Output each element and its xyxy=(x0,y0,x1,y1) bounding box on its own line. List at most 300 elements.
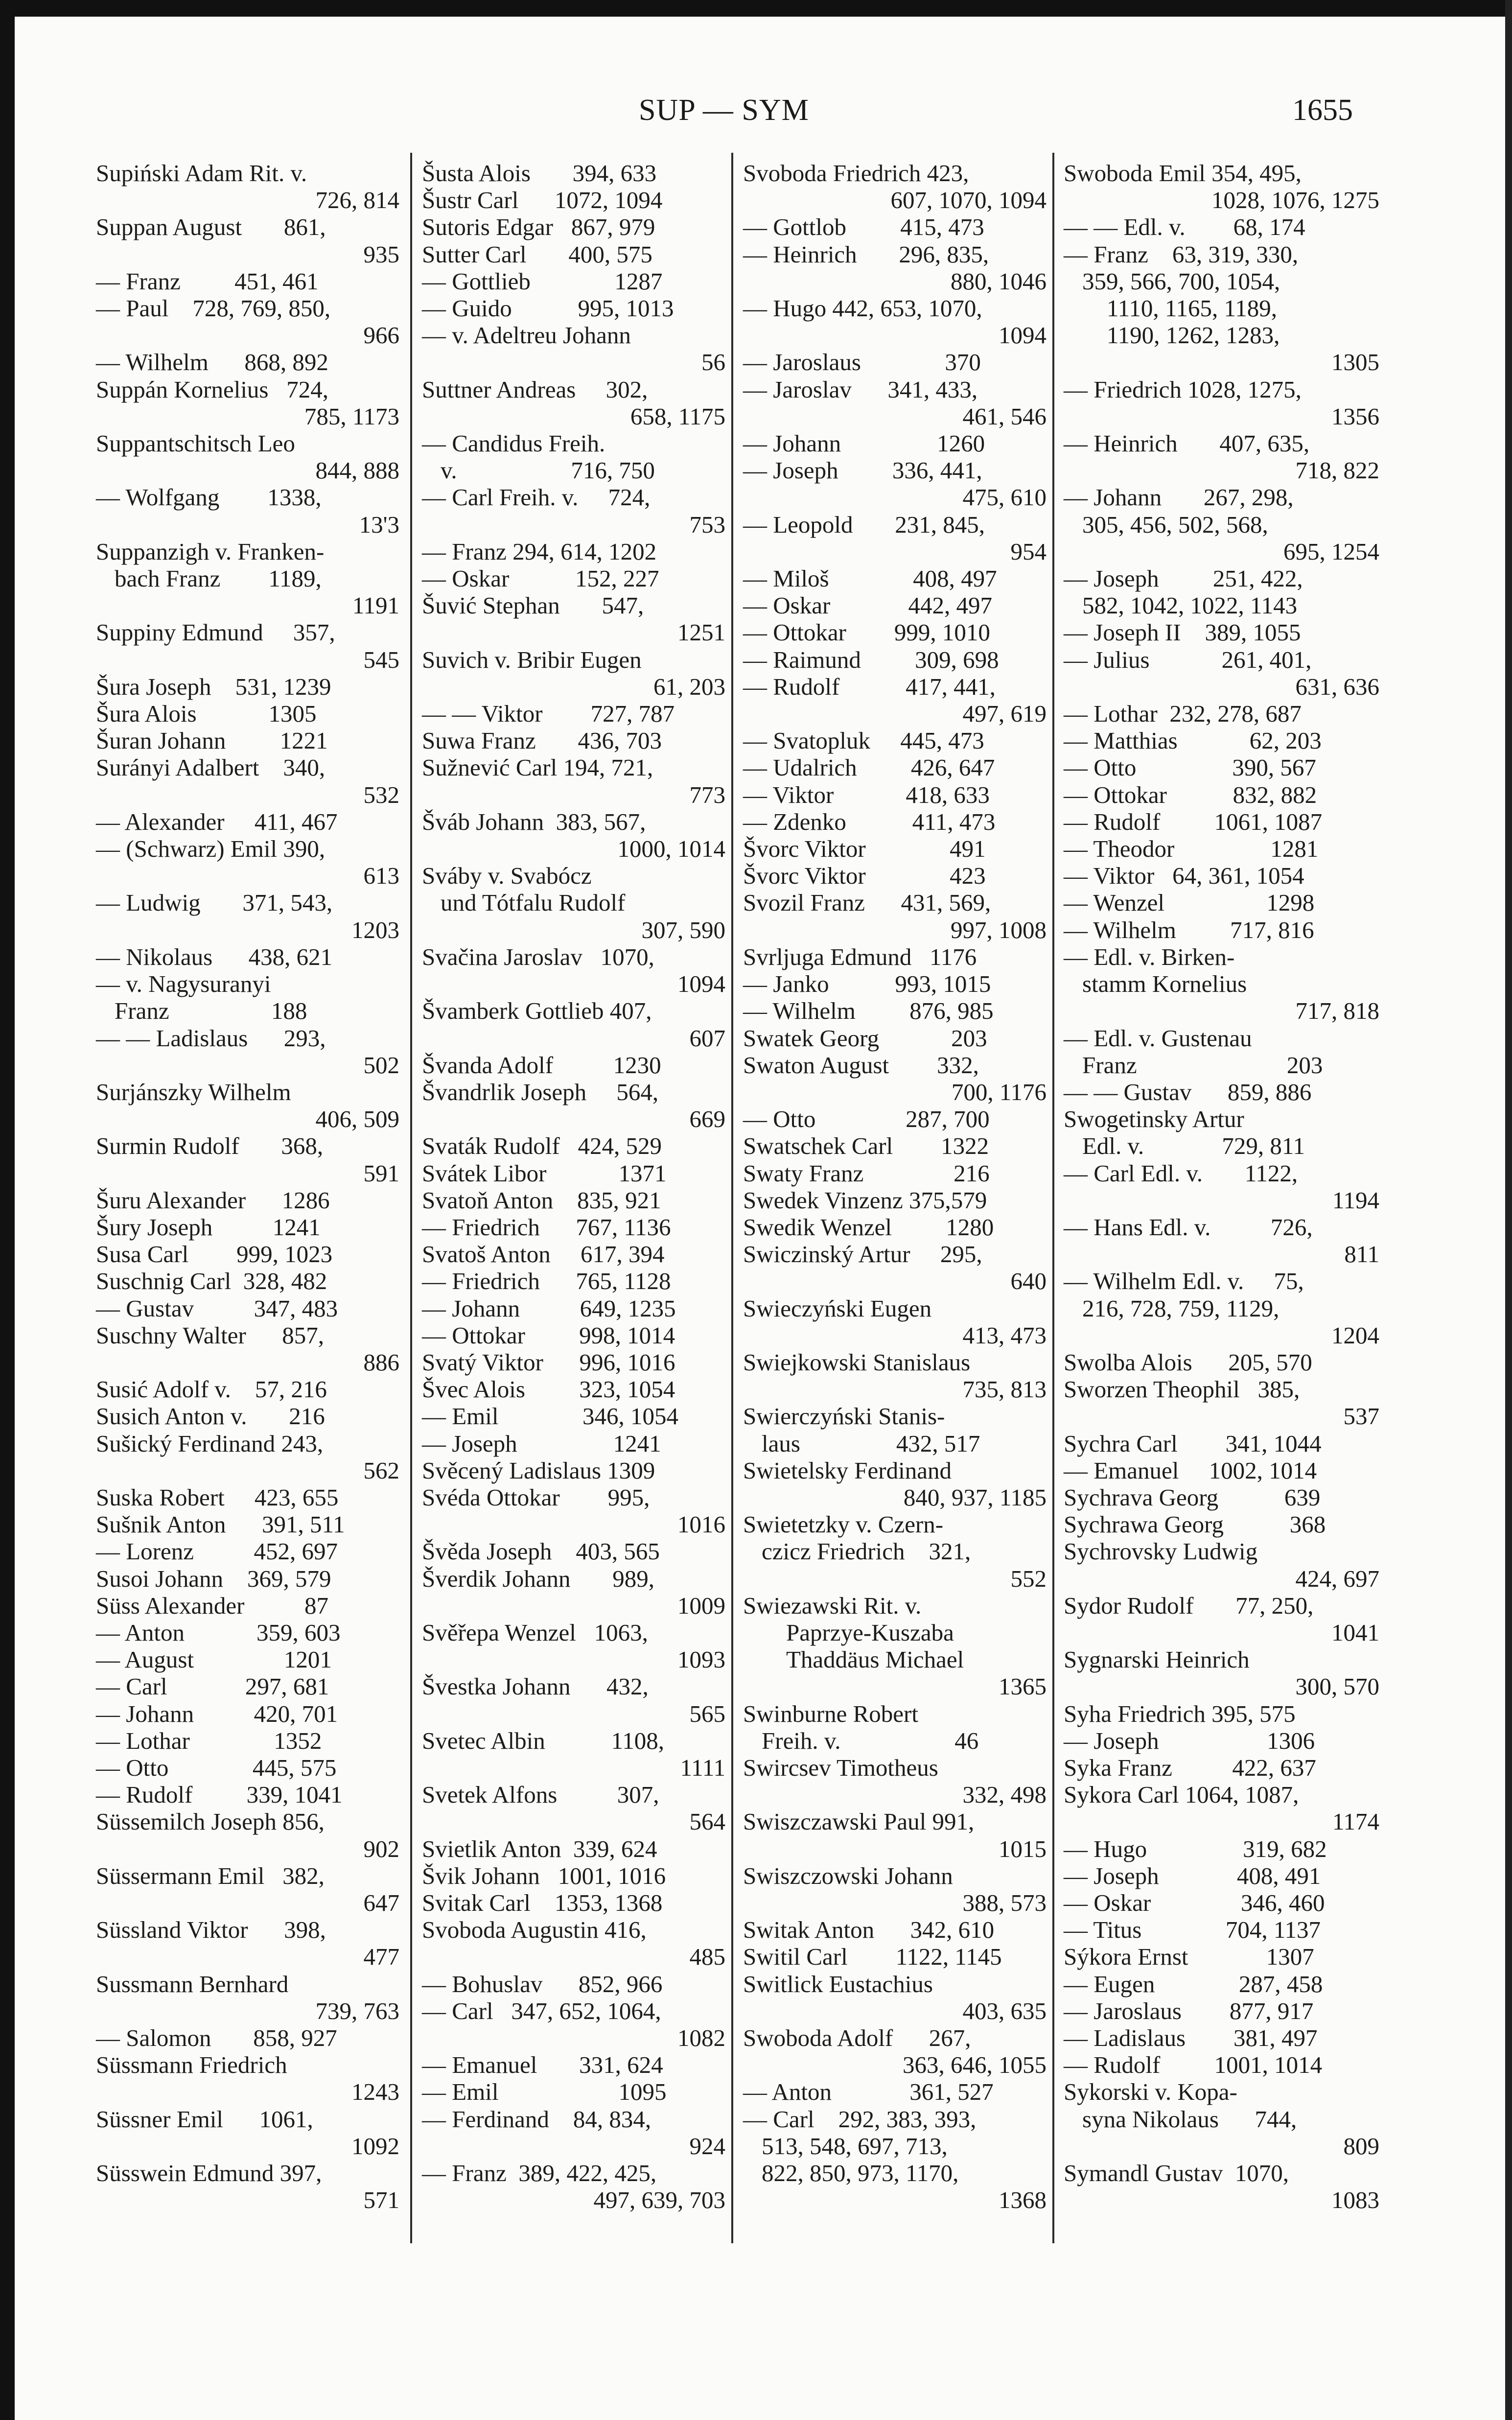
entry-heading-line: — Rudolf 1061, 1087 xyxy=(1064,808,1323,835)
entry-continuation-line: 700, 1176 xyxy=(951,1078,1047,1105)
index-entry xyxy=(743,565,1047,592)
index-entry xyxy=(422,1268,725,1294)
index-entry xyxy=(422,268,725,295)
entry-heading-line: Sušnik Anton 391, 511 xyxy=(96,1511,345,1538)
index-entry xyxy=(96,1322,399,1376)
index-entry xyxy=(422,322,725,376)
index-entry xyxy=(1064,1457,1379,1484)
entry-heading-line: Suschny Walter 857, xyxy=(96,1321,325,1349)
entry-heading-line: Symandl Gustav 1070, xyxy=(1064,2160,1289,2187)
entry-heading-line: Suska Robert 423, 655 xyxy=(96,1483,339,1511)
index-entry xyxy=(96,835,399,889)
index-entry xyxy=(743,2024,1047,2078)
entry-continuation-line: 1041 xyxy=(1331,1619,1379,1646)
entry-heading-line: — Udalrich 426, 647 xyxy=(743,754,995,781)
entry-continuation-line: 1251 xyxy=(677,619,725,646)
entry-heading-line: Svatoň Anton 835, 921 xyxy=(422,1186,661,1214)
index-entry xyxy=(1064,565,1379,619)
entry-heading-line: Swircsev Timotheus xyxy=(743,1754,938,1781)
entry-continuation-line: 1083 xyxy=(1331,2186,1379,2214)
index-entry xyxy=(743,1214,1047,1241)
entry-heading-line: Surányi Adalbert 340, xyxy=(96,754,326,781)
entry-continuation-line: 1243 xyxy=(351,2078,399,2106)
entry-heading-line: Šverdik Johann 989, xyxy=(422,1565,654,1592)
entry-continuation-line: 1365 xyxy=(999,1673,1047,1700)
index-entry xyxy=(1064,1430,1379,1457)
entry-heading-line: — Wilhelm 717, 816 xyxy=(1064,916,1314,943)
entry-heading-line: — Gottlieb 1287 xyxy=(422,267,663,295)
index-entry xyxy=(422,1430,725,1457)
entry-heading-line: Syka Franz 422, 637 xyxy=(1064,1754,1316,1781)
entry-continuation-line: 552 xyxy=(1010,1565,1047,1592)
entry-heading-line: Surmin Rudolf 368, xyxy=(96,1132,324,1160)
entry-heading-line: — — Edl. v. 68, 174 xyxy=(1064,213,1305,241)
entry-heading-line: Svitak Carl 1353, 1368 xyxy=(422,1889,663,1916)
index-entry xyxy=(1064,1997,1379,2024)
index-entry xyxy=(422,727,725,754)
entry-continuation-line: 844, 888 xyxy=(315,457,399,484)
index-entry xyxy=(1064,1538,1379,1592)
index-entry xyxy=(743,1916,1047,1943)
entry-heading-line: Swedik Wenzel 1280 xyxy=(743,1213,994,1241)
entry-heading-line: — Wilhelm 868, 892 xyxy=(96,349,328,376)
entry-continuation-line: 565 xyxy=(689,1700,725,1727)
index-entry xyxy=(422,160,725,187)
entry-heading-line: Süssland Viktor 398, xyxy=(96,1916,326,1944)
entry-heading-line: — Hans Edl. v. 726, xyxy=(1064,1213,1313,1241)
entry-heading-line: Švamberk Gottlieb 407, xyxy=(422,997,652,1025)
index-entry xyxy=(96,1376,399,1403)
entry-heading-line: — Eugen 287, 458 xyxy=(1064,1970,1323,1997)
entry-heading-line: Švorc Viktor 491 xyxy=(743,835,986,863)
entry-continuation-line: 966 xyxy=(363,322,399,349)
entry-continuation-line: 406, 509 xyxy=(315,1105,399,1133)
entry-heading-line: — Emanuel 1002, 1014 xyxy=(1064,1457,1317,1484)
entry-continuation-line: 1016 xyxy=(677,1511,725,1538)
entry-heading-line: — Friedrich 767, 1136 xyxy=(422,1213,671,1241)
index-entry xyxy=(96,1754,399,1781)
index-entry xyxy=(743,592,1047,619)
index-entry xyxy=(422,484,725,538)
index-entry xyxy=(743,1754,1047,1808)
entry-heading-line: Sychrovsky Ludwig xyxy=(1064,1538,1258,1565)
entry-heading-line: Süssmann Friedrich xyxy=(96,2051,287,2079)
entry-heading-line: — Jaroslaus 877, 917 xyxy=(1064,1997,1314,2024)
index-entry xyxy=(96,430,399,484)
index-entry xyxy=(422,1538,725,1565)
index-entry xyxy=(422,1322,725,1349)
index-entry xyxy=(422,943,725,997)
entry-heading-line: Svéda Ottokar 995, xyxy=(422,1483,650,1511)
index-entry xyxy=(1064,241,1379,376)
entry-continuation-line: 216, 728, 759, 1129, xyxy=(1082,1294,1279,1322)
index-entry xyxy=(1064,2160,1379,2213)
index-entry xyxy=(743,1132,1047,1159)
entry-continuation-line: 537 xyxy=(1343,1403,1379,1430)
entry-heading-line: — Emil 346, 1054 xyxy=(422,1403,679,1430)
entry-heading-line: — Lothar 232, 278, 687 xyxy=(1064,700,1302,728)
entry-continuation-line: Thaddäus Michael xyxy=(786,1646,964,1673)
entry-heading-line: — Hugo 442, 653, 1070, xyxy=(743,295,982,322)
index-entry xyxy=(743,835,1047,862)
index-entry xyxy=(422,1457,725,1484)
index-entry xyxy=(422,430,725,484)
entry-heading-line: Surjánszky Wilhelm xyxy=(96,1078,291,1105)
index-entry xyxy=(1064,889,1379,916)
index-entry xyxy=(743,430,1047,457)
index-entry xyxy=(96,349,399,376)
entry-heading-line: Šuran Johann 1221 xyxy=(96,727,328,754)
entry-heading-line: — Ludwig 371, 543, xyxy=(96,889,333,916)
index-entry xyxy=(1064,1727,1379,1754)
index-entry xyxy=(1064,619,1379,646)
index-entry xyxy=(1064,754,1379,781)
entry-continuation-line: 811 xyxy=(1344,1241,1379,1268)
index-entry xyxy=(743,808,1047,835)
entry-heading-line: Sworzen Theophil 385, xyxy=(1064,1376,1300,1403)
entry-heading-line: — Edl. v. Birken- xyxy=(1064,943,1235,970)
index-entry xyxy=(422,1619,725,1673)
index-entry xyxy=(96,943,399,970)
index-entry xyxy=(743,1943,1047,1970)
entry-continuation-line: 56 xyxy=(701,349,725,376)
index-entry xyxy=(96,1565,399,1592)
index-entry xyxy=(1064,1214,1379,1268)
entry-continuation-line: 591 xyxy=(363,1159,399,1187)
entry-heading-line: — Janko 993, 1015 xyxy=(743,970,991,998)
entry-continuation-line: 954 xyxy=(1010,538,1047,565)
entry-heading-line: — Joseph 1306 xyxy=(1064,1727,1315,1754)
entry-continuation-line: 1028, 1076, 1275 xyxy=(1211,187,1379,214)
entry-heading-line: — Matthias 62, 203 xyxy=(1064,727,1322,754)
entry-heading-line: — Carl 347, 652, 1064, xyxy=(422,1997,661,2024)
entry-heading-line: — Edl. v. Gustenau xyxy=(1064,1024,1252,1052)
index-entry xyxy=(1064,1160,1379,1214)
entry-continuation-line: 753 xyxy=(689,511,725,538)
entry-heading-line: — Johann 420, 701 xyxy=(96,1700,338,1727)
entry-heading-line: Svěřepa Wenzel 1063, xyxy=(422,1619,648,1646)
entry-continuation-line: 363, 646, 1055 xyxy=(903,2051,1047,2079)
entry-continuation-line: 695, 1254 xyxy=(1283,538,1379,565)
entry-heading-line: Sýkora Ernst 1307 xyxy=(1064,1943,1314,1971)
entry-heading-line: — Otto 390, 567 xyxy=(1064,754,1316,781)
entry-continuation-line: 924 xyxy=(689,2132,725,2160)
entry-heading-line: — Franz 63, 319, 330, xyxy=(1064,240,1299,268)
column-rule xyxy=(1052,153,1054,2243)
entry-continuation-line: 1204 xyxy=(1331,1321,1379,1349)
index-entry xyxy=(96,673,399,700)
index-entry xyxy=(422,2078,725,2105)
entry-heading-line: Švorc Viktor 423 xyxy=(743,862,986,890)
entry-continuation-line: 300, 570 xyxy=(1295,1673,1379,1700)
entry-continuation-line: stamm Kornelius xyxy=(1082,970,1247,998)
entry-heading-line: Swatek Georg 203 xyxy=(743,1024,987,1052)
index-entry xyxy=(422,1997,725,2051)
entry-heading-line: — (Schwarz) Emil 390, xyxy=(96,835,326,863)
index-entry xyxy=(422,1862,725,1889)
entry-continuation-line: czicz Friedrich 321, xyxy=(762,1538,971,1565)
entry-continuation-line: 809 xyxy=(1343,2132,1379,2160)
index-entry xyxy=(422,1214,725,1241)
entry-heading-line: — Lorenz 452, 697 xyxy=(96,1538,338,1565)
entry-heading-line: Swaty Franz 216 xyxy=(743,1159,990,1187)
entry-heading-line: — Carl 297, 681 xyxy=(96,1673,329,1700)
entry-continuation-line: 1094 xyxy=(999,322,1047,349)
index-entry xyxy=(96,889,399,943)
entry-continuation-line: 1368 xyxy=(999,2186,1047,2214)
index-entry xyxy=(743,646,1047,673)
column-rule xyxy=(731,153,733,2243)
entry-continuation-line: Freih. v. 46 xyxy=(762,1727,979,1754)
entry-continuation-line: 822, 850, 973, 1170, xyxy=(762,2160,959,2187)
entry-heading-line: Susić Adolf v. 57, 216 xyxy=(96,1376,327,1403)
entry-continuation-line: 1305 xyxy=(1331,349,1379,376)
index-entry xyxy=(743,862,1047,889)
entry-heading-line: Sužnević Carl 194, 721, xyxy=(422,754,653,781)
index-entry xyxy=(96,1132,399,1186)
entry-heading-line: — Rudolf 339, 1041 xyxy=(96,1781,343,1809)
entry-continuation-line: 477 xyxy=(363,1943,399,1971)
entry-heading-line: — Heinrich 407, 635, xyxy=(1064,430,1310,457)
index-entry xyxy=(422,754,725,808)
index-entry xyxy=(1064,1916,1379,1943)
index-entry xyxy=(422,538,725,565)
entry-heading-line: — Wilhelm Edl. v. 75, xyxy=(1064,1268,1304,1295)
index-entry xyxy=(96,2024,399,2051)
entry-heading-line: Švanda Adolf 1230 xyxy=(422,1051,661,1079)
index-entry xyxy=(743,997,1047,1024)
index-entry xyxy=(743,1862,1047,1916)
index-column-1 xyxy=(96,160,399,2213)
entry-continuation-line: und Tótfalu Rudolf xyxy=(441,889,626,916)
index-entry xyxy=(1064,160,1379,213)
entry-continuation-line: 1094 xyxy=(677,970,725,998)
entry-heading-line: — Franz 451, 461 xyxy=(96,267,319,295)
entry-heading-line: Šusta Alois 394, 633 xyxy=(422,160,657,187)
entry-heading-line: — Friedrich 1028, 1275, xyxy=(1064,376,1302,403)
entry-continuation-line: 840, 937, 1185 xyxy=(903,1483,1047,1511)
entry-heading-line: Sygnarski Heinrich xyxy=(1064,1646,1250,1673)
index-entry xyxy=(422,1916,725,1970)
entry-heading-line: Süssermann Emil 382, xyxy=(96,1862,325,1889)
entry-continuation-line: 502 xyxy=(363,1051,399,1079)
index-entry xyxy=(96,700,399,727)
index-entry xyxy=(422,1835,725,1862)
index-entry xyxy=(743,1700,1047,1754)
entry-continuation-line: 886 xyxy=(363,1348,399,1376)
entry-continuation-line: 61, 203 xyxy=(653,673,725,700)
entry-heading-line: — — Viktor 727, 787 xyxy=(422,700,675,728)
entry-heading-line: Svatý Viktor 996, 1016 xyxy=(422,1348,675,1376)
entry-heading-line: — Zdenko 411, 473 xyxy=(743,808,996,835)
index-entry xyxy=(1064,700,1379,727)
entry-continuation-line: 735, 813 xyxy=(962,1376,1047,1403)
entry-heading-line: — Guido 995, 1013 xyxy=(422,295,674,322)
index-entry xyxy=(422,1889,725,1916)
entry-continuation-line: Franz 203 xyxy=(1082,1051,1323,1079)
index-entry xyxy=(96,1592,399,1619)
entry-heading-line: — Candidus Freih. xyxy=(422,430,605,457)
index-entry xyxy=(743,1105,1047,1132)
entry-heading-line: Svetek Alfons 307, xyxy=(422,1781,659,1809)
index-entry xyxy=(1064,862,1379,889)
entry-continuation-line: 564 xyxy=(689,1808,725,1835)
index-entry xyxy=(743,943,1047,970)
index-entry xyxy=(422,565,725,592)
entry-heading-line: Susa Carl 999, 1023 xyxy=(96,1241,333,1268)
index-entry xyxy=(96,619,399,673)
index-entry xyxy=(1064,1511,1379,1538)
index-entry xyxy=(96,1646,399,1673)
index-entry xyxy=(422,295,725,322)
entry-heading-line: — Wenzel 1298 xyxy=(1064,889,1315,916)
entry-heading-line: Suwa Franz 436, 703 xyxy=(422,727,662,754)
entry-continuation-line: 880, 1046 xyxy=(951,267,1047,295)
entry-heading-line: — Emanuel 331, 624 xyxy=(422,2051,663,2079)
index-entry xyxy=(743,1187,1047,1214)
index-entry xyxy=(743,349,1047,376)
index-entry xyxy=(96,754,399,808)
entry-heading-line: — Franz 389, 422, 425, xyxy=(422,2160,657,2187)
entry-heading-line: Switlick Eustachius xyxy=(743,1970,933,1997)
entry-heading-line: — Emil 1095 xyxy=(422,2078,667,2106)
entry-heading-line: Swiczinský Artur 295, xyxy=(743,1241,982,1268)
entry-continuation-line: 305, 456, 502, 568, xyxy=(1082,511,1268,538)
entry-heading-line: Sychrava Georg 639 xyxy=(1064,1483,1321,1511)
index-entry xyxy=(96,1781,399,1808)
index-entry xyxy=(1064,1025,1379,1079)
entry-heading-line: — Lothar 1352 xyxy=(96,1727,322,1754)
index-entry xyxy=(96,1295,399,1322)
index-entry xyxy=(96,2106,399,2160)
entry-heading-line: Šuru Alexander 1286 xyxy=(96,1186,330,1214)
entry-continuation-line: 1194 xyxy=(1332,1186,1379,1214)
entry-continuation-line: 1356 xyxy=(1331,402,1379,430)
entry-heading-line: Swietelsky Ferdinand xyxy=(743,1457,952,1484)
entry-heading-line: — Joseph 1241 xyxy=(422,1430,661,1457)
entry-heading-line: Switil Carl 1122, 1145 xyxy=(743,1943,1002,1971)
entry-continuation-line: 902 xyxy=(363,1835,399,1862)
entry-heading-line: Suvich v. Bribir Eugen xyxy=(422,646,642,673)
entry-heading-line: — Viktor 64, 361, 1054 xyxy=(1064,862,1304,890)
entry-heading-line: — August 1201 xyxy=(96,1646,332,1673)
entry-continuation-line: syna Nikolaus 744, xyxy=(1082,2105,1297,2133)
entry-heading-line: Sušický Ferdinand 243, xyxy=(96,1430,324,1457)
entry-continuation-line: 1009 xyxy=(677,1592,725,1619)
entry-heading-line: Svetec Albin 1108, xyxy=(422,1727,664,1754)
index-entry xyxy=(743,2078,1047,2105)
entry-heading-line: — Paul 728, 769, 850, xyxy=(96,295,331,322)
index-column-3 xyxy=(743,160,1047,2213)
index-entry xyxy=(1064,1079,1379,1105)
index-entry xyxy=(96,1808,399,1862)
index-entry xyxy=(96,1971,399,2024)
entry-heading-line: — Svatopluk 445, 473 xyxy=(743,727,984,754)
index-column-4 xyxy=(1064,160,1379,2213)
entry-continuation-line: 631, 636 xyxy=(1295,673,1379,700)
entry-heading-line: Svoboda Augustin 416, xyxy=(422,1916,647,1944)
index-entry xyxy=(422,700,725,727)
entry-heading-line: Swoboda Emil 354, 495, xyxy=(1064,160,1302,187)
entry-heading-line: Svatoš Anton 617, 394 xyxy=(422,1241,665,1268)
entry-heading-line: — Rudolf 417, 441, xyxy=(743,673,996,700)
entry-heading-line: — Julius 261, 401, xyxy=(1064,646,1312,673)
entry-heading-line: — Carl Freih. v. 724, xyxy=(422,484,651,511)
index-entry xyxy=(96,1241,399,1268)
entry-heading-line: Suttner Andreas 302, xyxy=(422,376,648,403)
entry-continuation-line: 332, 498 xyxy=(962,1781,1047,1809)
entry-continuation-line: 532 xyxy=(363,781,399,808)
index-entry xyxy=(743,1592,1047,1700)
index-entry xyxy=(422,2160,725,2213)
index-entry xyxy=(96,1025,399,1079)
entry-heading-line: Svozil Franz 431, 569, xyxy=(743,889,991,916)
index-entry xyxy=(1064,2051,1379,2078)
index-entry xyxy=(743,1511,1047,1592)
scan-edge-top xyxy=(0,0,1512,17)
entry-heading-line: — Oskar 346, 460 xyxy=(1064,1889,1325,1916)
index-entry xyxy=(743,376,1047,430)
entry-continuation-line: 658, 1175 xyxy=(630,402,725,430)
entry-heading-line: Susich Anton v. 216 xyxy=(96,1403,325,1430)
entry-heading-line: Suppanzigh v. Franken- xyxy=(96,538,325,565)
entry-continuation-line: 997, 1008 xyxy=(951,916,1047,943)
entry-continuation-line: 1190, 1262, 1283, xyxy=(1107,322,1280,349)
entry-heading-line: — Jaroslaus 370 xyxy=(743,349,981,376)
entry-heading-line: Šuvić Stephan 547, xyxy=(422,592,644,619)
entry-heading-line: Swieczyński Eugen xyxy=(743,1294,932,1322)
entry-heading-line: Suschnig Carl 328, 482 xyxy=(96,1268,327,1295)
entry-continuation-line: 613 xyxy=(363,862,399,890)
entry-heading-line: — Hugo 319, 682 xyxy=(1064,1835,1327,1862)
index-entry xyxy=(96,1430,399,1484)
entry-heading-line: — Carl 292, 383, 393, xyxy=(743,2105,977,2133)
entry-heading-line: — Friedrich 765, 1128 xyxy=(422,1268,671,1295)
entry-heading-line: Svačina Jaroslav 1070, xyxy=(422,943,654,970)
entry-heading-line: Swietetzky v. Czern- xyxy=(743,1511,944,1538)
index-entry xyxy=(1064,1268,1379,1349)
index-entry xyxy=(1064,484,1379,565)
index-entry xyxy=(422,1132,725,1159)
index-column-2 xyxy=(422,160,725,2213)
entry-continuation-line: 1191 xyxy=(352,592,399,619)
index-entry xyxy=(422,1241,725,1268)
index-entry xyxy=(96,2051,399,2105)
entry-heading-line: Suppán Kornelius 724, xyxy=(96,376,328,403)
index-entry xyxy=(96,1214,399,1241)
entry-continuation-line: Edl. v. 729, 811 xyxy=(1082,1132,1305,1160)
entry-heading-line: Šury Joseph 1241 xyxy=(96,1213,321,1241)
entry-continuation-line: 475, 610 xyxy=(962,484,1047,511)
entry-continuation-line: 669 xyxy=(689,1105,725,1133)
index-entry xyxy=(422,1349,725,1376)
index-entry xyxy=(1064,808,1379,835)
index-entry xyxy=(96,268,399,295)
index-entry xyxy=(422,646,725,700)
entry-heading-line: — Wolfgang 1338, xyxy=(96,484,322,511)
entry-heading-line: Switak Anton 342, 610 xyxy=(743,1916,995,1944)
index-entry xyxy=(743,511,1047,565)
entry-heading-line: Susoi Johann 369, 579 xyxy=(96,1565,331,1592)
entry-heading-line: — Otto 445, 575 xyxy=(96,1754,337,1781)
entry-heading-line: — Joseph II 389, 1055 xyxy=(1064,619,1301,646)
entry-continuation-line: 1174 xyxy=(1332,1808,1379,1835)
entry-continuation-line: 717, 818 xyxy=(1295,997,1379,1025)
entry-heading-line: Swolba Alois 205, 570 xyxy=(1064,1348,1312,1376)
entry-heading-line: Swedek Vinzenz 375,579 xyxy=(743,1186,987,1214)
entry-heading-line: — — Gustav 859, 886 xyxy=(1064,1078,1312,1105)
index-entry xyxy=(1064,1862,1379,1889)
